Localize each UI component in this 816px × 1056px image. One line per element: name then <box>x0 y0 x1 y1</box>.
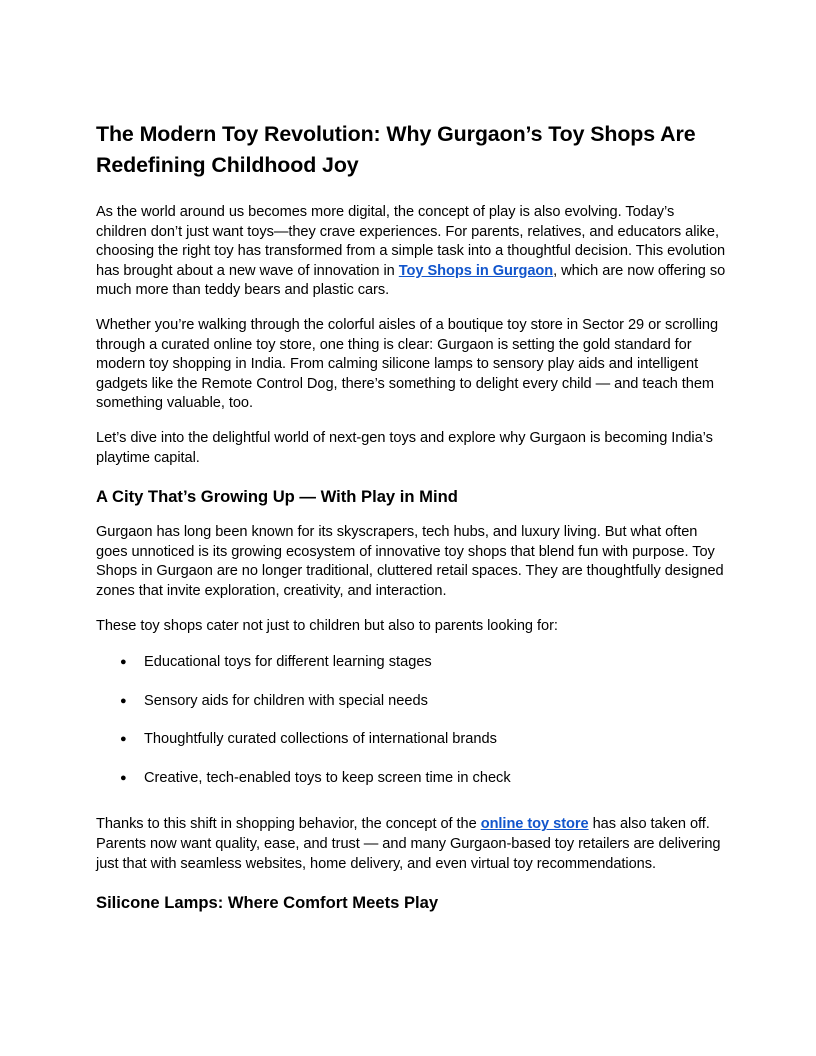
online-toy-store-link[interactable]: online toy store <box>480 816 589 833</box>
document-page <box>96 119 726 929</box>
toy-shops-in-gurgaon-link[interactable]: Toy Shops in Gurgaon <box>398 262 554 279</box>
section-heading-silicone-lamps: Silicone Lamps: Where Comfort Meets Play <box>96 893 439 913</box>
bullet-icon: ● <box>120 771 127 784</box>
section1-paragraph-1: Gurgaon has long been known for its skyscrapers, tech hubs, and luxury living. But what often goes unnoticed is its growing ecosystem of innovative toy shops that blend fun with purpose. Toy Shops in Gurgaon are no longer traditional, cluttered retail spaces. They are thoughtfully designed zones that invite exploration, creativity, and interaction. <box>96 524 724 599</box>
bullet-icon: ● <box>120 733 127 746</box>
intro-paragraph-1 <box>96 203 726 301</box>
document-title: The Modern Toy Revolution: Why Gurgaon’s Toy Shops Are Redefining Childhood Joy <box>96 122 696 177</box>
list-item-text: Educational toys for different learning stages <box>144 654 432 671</box>
parent-needs-list <box>96 653 726 788</box>
list-item-text: Creative, tech-enabled toys to keep screen time in check <box>144 769 511 786</box>
list-item <box>96 692 726 712</box>
intro-p1-text-after: , which are now offering so much more than teddy bears and plastic cars. <box>96 262 726 299</box>
section1-p3-text-after: has also taken off. Parents now want quality, ease, and trust — and many Gurgaon-based toy retailers are delivering just that with seamless websites, home delivery, and even virtual toy recommendations. <box>96 816 721 872</box>
list-item-text: Thoughtfully curated collections of international brands <box>144 731 497 748</box>
bullet-icon: ● <box>120 694 127 707</box>
intro-paragraph-2: Whether you’re walking through the colorful aisles of a boutique toy store in Sector 29 or scrolling through a curated online toy store, one thing is clear: Gurgaon is setting the gold standard for modern toy shopping in India. From calming silicone lamps to sensory play aids and intelligent gadgets like the Remote Control Dog, there’s something to delight every child — and teach them something valuable, too. <box>96 316 719 412</box>
intro-p1-text-before: As the world around us becomes more digital, the concept of play is also evolving. Today’s children don’t just want toys—they crave experiences. For parents, relatives, and educators alike, choosing the right toy has transformed from a simple task into a thoughtful decision. This evolution has brought about a new wave of innovation in <box>96 204 726 279</box>
section1-p3-text-before: Thanks to this shift in shopping behavior, the concept of the <box>96 816 481 833</box>
section-heading-city: A City That’s Growing Up — With Play in Mind <box>96 487 458 507</box>
list-item <box>96 653 726 673</box>
list-item <box>96 730 726 750</box>
section1-paragraph-2: These toy shops cater not just to children but also to parents looking for: <box>96 617 558 634</box>
list-item <box>96 769 726 789</box>
section1-paragraph-3 <box>96 815 726 874</box>
intro-paragraph-3: Let’s dive into the delightful world of next-gen toys and explore why Gurgaon is becoming India’s playtime capital. <box>96 429 713 466</box>
list-item-text: Sensory aids for children with special needs <box>144 692 428 709</box>
bullet-icon: ● <box>120 656 127 669</box>
